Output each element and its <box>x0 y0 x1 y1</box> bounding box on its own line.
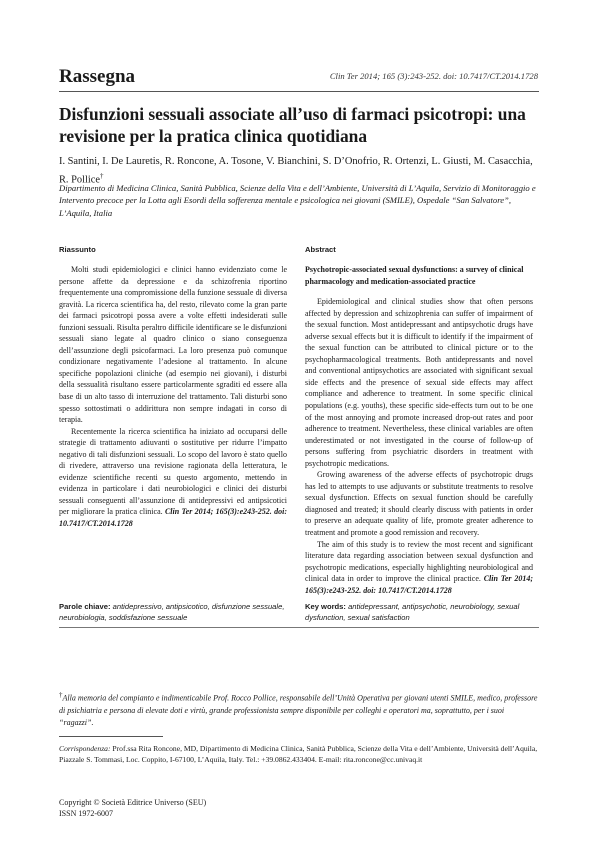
keywords-english <box>305 602 537 623</box>
copyright-block <box>59 797 206 819</box>
riassunto-heading: Riassunto <box>59 245 96 254</box>
riassunto-paragraph-2-text: Recentemente la ricerca scientifica ha iniziato ad occuparsi delle strategie di trattamento adiuvanti o sostitutive per ridurre l’impatto negativo di tali disfunzioni sessuali. Lo scopo del lavoro è stato quello di rivedere, attraverso una revisione ragionata della letteratura, le evidenze scientifiche recenti su questo argomento, mettendo in evidenza in particolare i dati neurobiologici e clinici dei disturbi sessuali conseguenti all’assunzione di antidepressivi ed antipsicotici per migliorare la pratica clinica. <box>59 426 287 517</box>
keywords-it-label: Parole chiave: <box>59 602 111 611</box>
keywords-en-label: Key words: <box>305 602 346 611</box>
keywords-it-terms: antidepressivo, antipsicotico, disfunzione sessuale, neurobiologia, soddisfazione sessuale <box>59 602 285 622</box>
section-label: Rassegna <box>59 66 136 87</box>
journal-citation: Clin Ter 2014; 165 (3):243-252. doi: 10.7417/CT.2014.1728 <box>329 71 538 81</box>
correspondence-text: Prof.ssa Rita Roncone, MD, Dipartimento di Medicina Clinica, Sanità Pubblica, Scienze della Vita e dell’Ambiente, Università dell’Aquila, Piazzale S. Tommasi, Loc. Coppito, I-67100, L’Aquila, Italy. Tel.: +39.0862.433404. E-mail: rita.roncone@cc.univaq.it <box>59 744 538 764</box>
abstract-heading: Abstract <box>305 245 336 254</box>
riassunto-paragraph-2 <box>59 426 287 530</box>
correspondence-label: Corrispondenza: <box>59 744 111 753</box>
riassunto-column <box>59 245 287 530</box>
abstract-paragraph-3-text: The aim of this study is to review the most recent and significant literature data regarding association between sexual dysfunction and psychotropic medications, especially highlighting neurobiological and clinical data in order to improve the clinical practice. <box>305 539 533 584</box>
author-dagger-mark: † <box>99 172 104 180</box>
header-divider <box>59 91 539 92</box>
riassunto-citation: Clin Ter 2014; 165(3):e243-252. doi: 10.7417/CT.2014.1728 <box>59 507 288 529</box>
abstract-paragraph-2: Growing awareness of the adverse effects of psychotropic drugs has led to attempts to use adjuvants or substitute treatments to resolve sexual dysfunction. Effects on sexual function should be carefully diagnosed and treated; it should clearly discuss with patients in order to preserve an adequate quality of life, promote greater adherence to treatment and promote a good remission and recovery. <box>305 470 533 538</box>
memorial-note <box>59 689 539 729</box>
abstract-column <box>305 245 533 596</box>
keywords-divider <box>59 627 539 628</box>
abstract-paragraph-1: Epidemiological and clinical studies show that often persons affected by depression and schizophrenia can suffer of impairment of the sexual function. Most antidepressant and antipsychotic drugs have adverse sexual effects but it is difficult to identify if the impairment of the sexual function can be attributed to clinical picture or to the psychopharmacological treatments. Both antidepressants and novel and conventional antipsychotics are associated with significant sexual side effects and the presence of sexual side effects may affect compliance and adherence to treatment. In some specific clinical populations (e.g. youths), these specific side-effects turn out to be one of the most annoying and promote increased drop-out rates and poor adherence to treatment. Nevertheless, these clinical variables are often underestimated or not investigated in the course of follow-up of persons suffering from psychiatric disorders in treatment with psychotropic medications. <box>305 297 533 468</box>
article-title: Disfunzioni sessuali associate all’uso di farmaci psicotropi: una revisione per la pratica clinica quotidiana <box>59 104 526 146</box>
keywords-en-terms: antidepressant, antipsychotic, neurobiology, sexual dysfunction, sexual satisfaction <box>305 602 520 622</box>
memorial-dagger-mark: † <box>59 691 63 699</box>
abstract-english-title: Psychotropic-associated sexual dysfunctions: a survey of clinical pharmacology and medication-associated practice <box>305 265 524 286</box>
abstract-citation: Clin Ter 2014; 165(3):e243-252. doi: 10.7417/CT.2014.1728 <box>305 574 534 595</box>
author-names: I. Santini, I. De Lauretis, R. Roncone, A. Tosone, V. Bianchini, S. D’Onofrio, R. Ortenzi, L. Giusti, M. Casacchia, R. Pollice <box>59 156 533 186</box>
memorial-text: Alla memoria del compianto e indimenticabile Prof. Rocco Pollice, responsabile dell’Unità Operativa per giovani utenti SMILE, medico, professore di psichiatria e persona di elevate doti e virtù, grande professionista sempre disponibile per colleghi e operatori ma, soprattutto, per i suoi “ragazzi”. <box>59 693 538 727</box>
keywords-italian <box>59 602 287 623</box>
affiliation: Dipartimento di Medicina Clinica, Sanità Pubblica, Scienze della Vita e dell’Ambiente, Università di L’Aquila, Servizio di Monitoraggio e Intervento precoce per la Lotta agli Esordi della sofferenza mentale e psicologica nei giovani (SMILE), Ospedale “San Salvatore”, L’Aquila, Italia <box>59 183 536 218</box>
footnote-divider <box>59 736 163 737</box>
correspondence-note <box>59 743 539 765</box>
riassunto-paragraph-1: Molti studi epidemiologici e clinici hanno evidenziato come le persone affette da depressione e da schizofrenia riportino frequentemente una compromissione della funzione sessuale di diversa gravità. La ricerca scientifica ha, del resto, rilevato come la gran parte dei farmaci psicotropi possa avere a volte effetti indesiderati sulle funzioni sessuali. Risulta peraltro difficile identificare se le disfunzioni sessuali siano legate al quadro clinico o siano conseguenza dell’assunzione degli psicofarmaci. La loro presenza può comunque condizionare negativamente l’adesione al trattamento. In alcune specifiche popolazioni cliniche (ad esempio nei giovani), i disturbi della sessualità risultano essere particolarmente sgraditi ed essere alla base di un alto tasso di interruzione del trattamento. Tali disturbi sono spesso sottostimati o addirittura non sempre indagati in corso di terapia. <box>59 265 287 425</box>
copyright-line: Copyright © Società Editrice Universo (SEU) <box>59 798 207 807</box>
issn-line: ISSN 1972-6007 <box>59 809 114 818</box>
abstract-paragraph-3 <box>305 539 533 597</box>
